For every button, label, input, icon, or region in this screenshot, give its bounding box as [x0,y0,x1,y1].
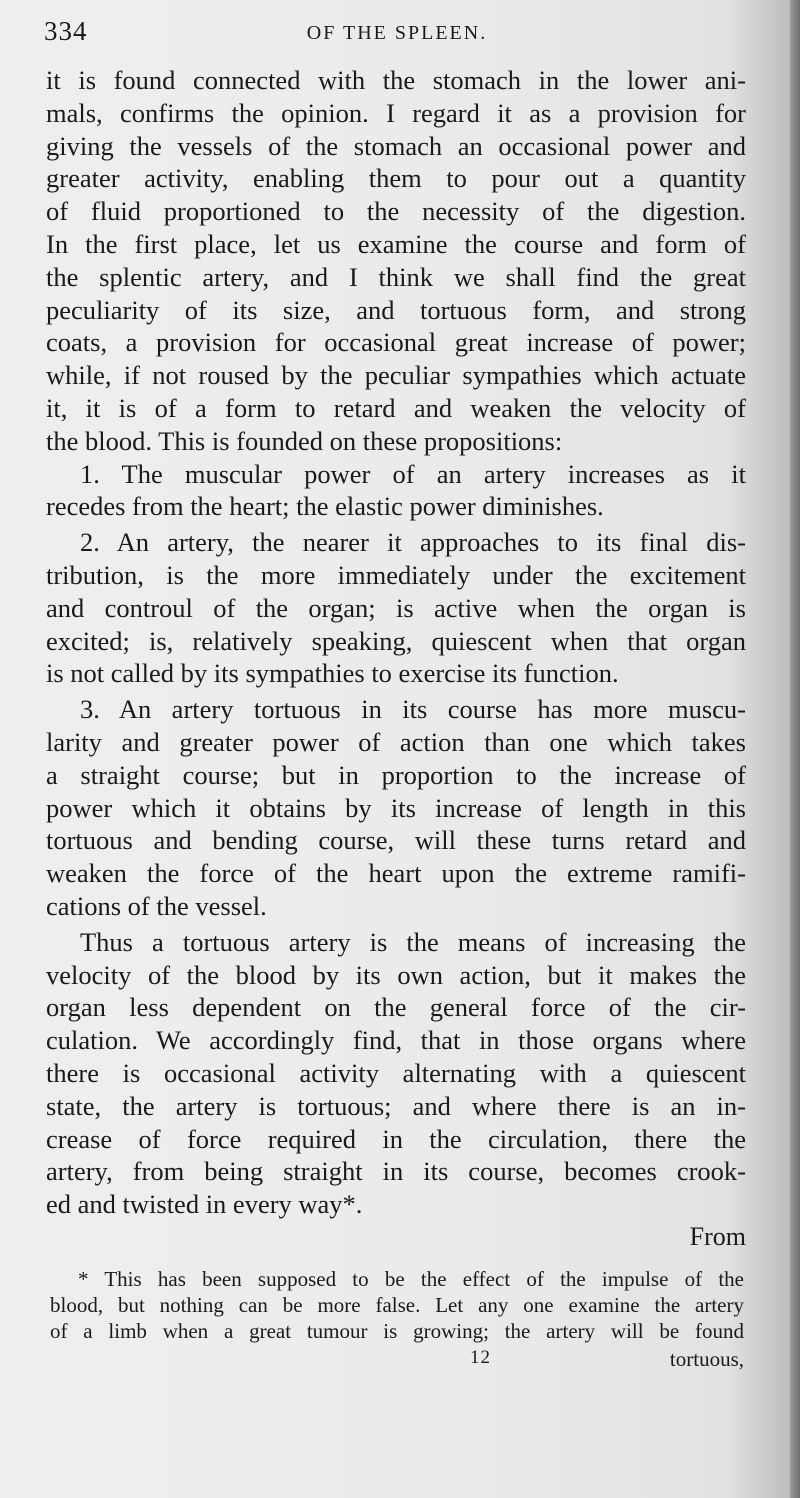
footnote-line: * This has been supposed to be the effect of the impulse of the [78,1267,744,1291]
page-footer [50,1347,744,1373]
footnote-line: blood, but nothing can be more false. Let any one examine the artery [50,1293,744,1317]
body-line: 3. An artery tortuous in its course has more muscu- [80,694,746,725]
footnote-catchword: tortuous, [669,1347,744,1371]
body-line: it is found connected with the stomach in the lower ani- [46,65,746,95]
body-line: the blood. This is founded on these propositions: [46,425,563,456]
body-line: velocity of the blood by its own action, but it makes the [46,959,746,990]
page-header [44,12,750,52]
body-line: mals, confirms the opinion. I regard it as a provision for [46,97,746,128]
body-line: it, it is of a form to retard and weaken the velocity of [46,392,746,423]
page-number: 334 [44,16,88,46]
footnote-line: of a limb when a great tumour is growing; the artery will be found [50,1319,744,1343]
body-line: artery, from being straight in its course, becomes crook- [46,1156,746,1187]
signature-mark: 12 [470,1347,491,1368]
body-line: tribution, is the more immediately under the excitement [46,559,746,590]
body-line: crease of force required in the circulation, there the [46,1123,746,1154]
body-line: 2. An artery, the nearer it approaches to its final dis- [80,527,746,558]
body-line: coats, a provision for occasional great increase of power; [46,327,746,358]
body-line: of fluid proportioned to the necessity of the digestion. [46,196,746,227]
body-line: state, the artery is tortuous; and where there is an in- [46,1090,746,1121]
body-line: In the first place, let us examine the course and form of [46,228,746,259]
body-line: tortuous and bending course, will these turns retard and [46,825,746,856]
body-line: while, if not roused by the peculiar sympathies which actuate [46,360,746,391]
footnote [50,1266,744,1344]
body-line: peculiarity of its size, and tortuous form, and strong [46,294,746,325]
body-line: a straight course; but in proportion to the increase of [46,759,746,790]
catchword: From [689,1222,746,1251]
body-line: there is occasional activity alternating with a quiescent [46,1057,746,1088]
body-line: 1. The muscular power of an artery increases as it [80,458,746,489]
body-line: organ less dependent on the general force of the cir- [46,992,746,1023]
body-line: weaken the force of the heart upon the extreme ramifi- [46,858,746,889]
body-line: recedes from the heart; the elastic power diminishes. [46,491,604,522]
body-text [46,64,746,1221]
body-line: Thus a tortuous artery is the means of increasing the [80,926,746,957]
body-line: larity and greater power of action than one which takes [46,726,746,757]
body-line: greater activity, enabling them to pour out a quantity [46,163,746,194]
body-line: the splentic artery, and I think we shall find the great [46,261,746,292]
running-head: OF THE SPLEEN. [306,22,488,44]
body-line: and controul of the organ; is active when the organ is [46,592,746,623]
body-line: power which it obtains by its increase of length in this [46,792,746,823]
body-line: culation. We accordingly find, that in those organs where [46,1025,746,1056]
body-line: ed and twisted in every way*. [46,1189,363,1220]
body-line: excited; is, relatively speaking, quiescent when that organ [46,625,746,656]
body-line: giving the vessels of the stomach an occasional power and [46,130,746,161]
body-line: cations of the vessel. [46,890,267,921]
body-line: is not called by its sympathies to exercise its function. [46,658,619,689]
